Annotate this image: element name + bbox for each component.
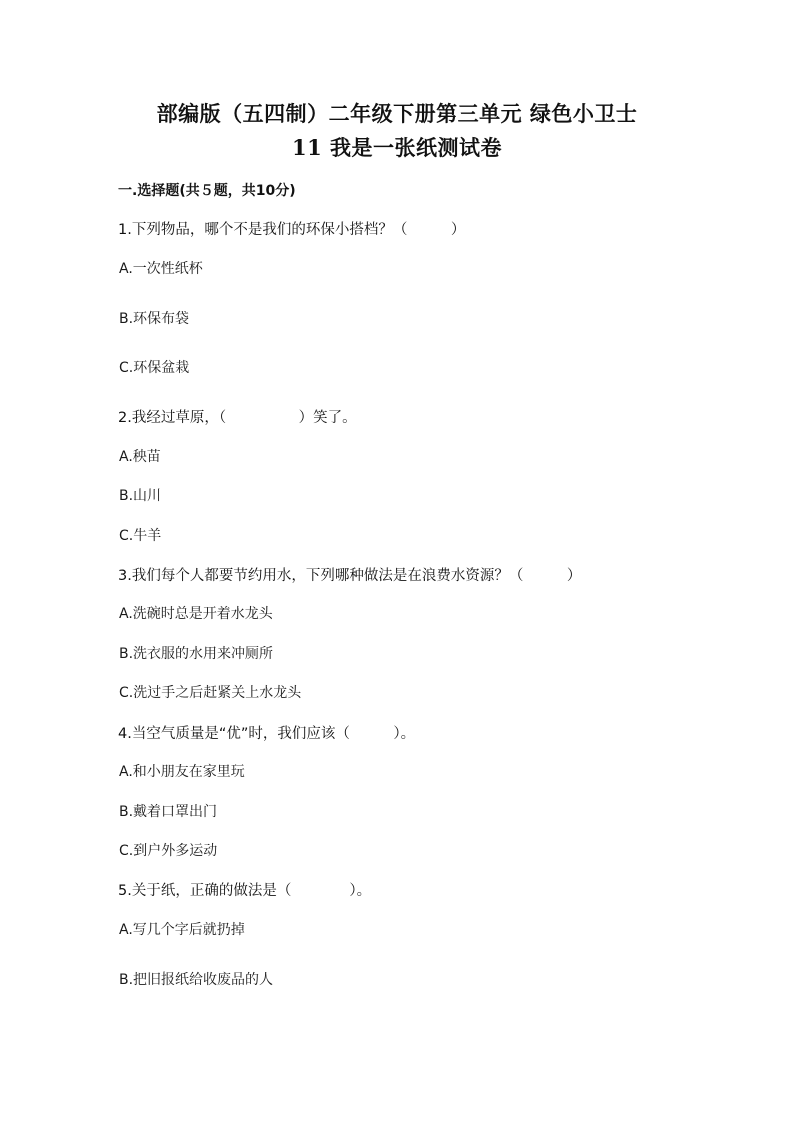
question-4-option-c: C.到户外多运动 bbox=[119, 843, 218, 859]
question-2: 2.我经过草原，（ ）笑了。 bbox=[118, 410, 357, 426]
question-5-option-b: B.把旧报纸给收废品的人 bbox=[119, 972, 274, 988]
question-5-option-a: A.写几个字后就扔掉 bbox=[119, 922, 245, 938]
document-title-line1: 部编版（五四制）二年级下册第三单元 绿色小卫士 bbox=[156, 101, 638, 126]
question-2-option-c: C.牛羊 bbox=[119, 528, 162, 544]
document-title-line2: 11 我是一张纸测试卷 bbox=[291, 135, 503, 160]
question-4: 4.当空气质量是“优”时，我们应该（ ）。 bbox=[118, 726, 416, 742]
question-1-option-a: A.一次性纸杯 bbox=[119, 261, 203, 277]
question-1-option-c: C.环保盆栽 bbox=[119, 360, 190, 376]
question-2-option-b: B.山川 bbox=[119, 488, 162, 504]
question-4-option-b: B.戴着口罩出门 bbox=[119, 804, 218, 820]
question-2-option-a: A.秧苗 bbox=[119, 449, 161, 465]
question-3-option-c: C.洗过手之后赶紧关上水龙头 bbox=[119, 685, 302, 701]
question-3: 3.我们每个人都要节约用水，下列哪种做法是在浪费水资源？（ ） bbox=[118, 568, 582, 584]
question-1-option-b: B.环保布袋 bbox=[119, 311, 190, 327]
section-heading: 一.选择题(共５题，共10分) bbox=[118, 183, 296, 199]
question-1: 1.下列物品，哪个不是我们的环保小搭档？（ ） bbox=[118, 222, 466, 238]
question-3-option-b: B.洗衣服的水用来冲厕所 bbox=[119, 646, 274, 662]
question-3-option-a: A.洗碗时总是开着水龙头 bbox=[119, 606, 273, 622]
question-4-option-a: A.和小朋友在家里玩 bbox=[119, 764, 245, 780]
question-5: 5.关于纸，正确的做法是（ ）。 bbox=[118, 883, 372, 899]
